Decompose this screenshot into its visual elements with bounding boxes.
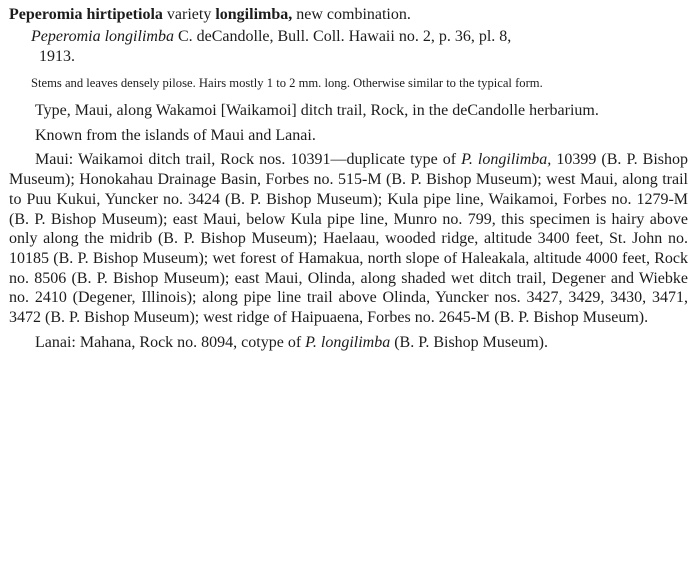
- description-paragraph: Stems and leaves densely pilose. Hairs mostly 1 to 2 mm. long. Otherwise similar to the typical form.: [31, 76, 543, 90]
- synonym-year: 1913.: [39, 48, 75, 65]
- lanai-text-2: (B. P. Bishop Museum).: [390, 333, 548, 351]
- lanai-specimens-paragraph: [9, 333, 688, 353]
- synonym-citation: [9, 27, 688, 67]
- maui-specimens-paragraph: [9, 150, 688, 327]
- maui-italic-name: P. longilimba,: [461, 151, 552, 169]
- synonym-reference: C. deCandolle, Bull. Coll. Hawaii no. 2, p. 36, pl. 8,: [173, 28, 512, 45]
- heading-tail: new combination.: [292, 6, 411, 23]
- maui-text-1: Maui: Waikamoi ditch trail, Rock nos. 10391—duplicate type of: [35, 151, 462, 169]
- species-name: Peperomia hirtipetiola: [9, 6, 163, 23]
- taxon-heading: [9, 5, 688, 25]
- variety-name: longilimba,: [215, 6, 293, 23]
- maui-text-2: 10399 (B. P. Bishop Museum); Honokahau Drainage Basin, Forbes no. 515-M (B. P. Bishop Museum); west Maui, along trail to Puu Kukui, Yuncker no. 3424 (B. P. Bishop Museum); Kula pipe line, Waikamoi, Forbes no. 1279-M (B. P. Bishop Museum); east Maui, below Kula pipe line, Munro no. 799, this specimen is hairy above only along the midrib (B. P. Bishop Museum); Haelaau, wooded ridge, altitude 3400 feet, St. John no. 10185 (B. P. Bishop Museum); wet forest of Hamakua, north slope of Haleakala, altitude 4000 feet, Rock no. 8506 (B. P. Bishop Museum); east Maui, Olinda, along shaded wet ditch trail, Degener and Wiebke no. 2410 (Degener, Illinois); along pipe line trail above Olinda, Yuncker nos. 3427, 3429, 3430, 3471, 3472 (B. P. Bishop Museum); west ridge of Haipuaena, Forbes no. 2645-M (B. P. Bishop Museum).: [9, 151, 689, 327]
- synonym-name: Peperomia longilimba: [31, 28, 174, 45]
- heading-mid: variety: [162, 6, 216, 23]
- lanai-text-1: Lanai: Mahana, Rock no. 8094, cotype of: [35, 333, 306, 351]
- lanai-italic-name: P. longilimba: [305, 333, 391, 351]
- known-range-paragraph: Known from the islands of Maui and Lanai.: [35, 126, 316, 144]
- type-paragraph: Type, Maui, along Wakamoi [Waikamoi] ditch trail, Rock, in the deCandolle herbarium.: [35, 102, 599, 119]
